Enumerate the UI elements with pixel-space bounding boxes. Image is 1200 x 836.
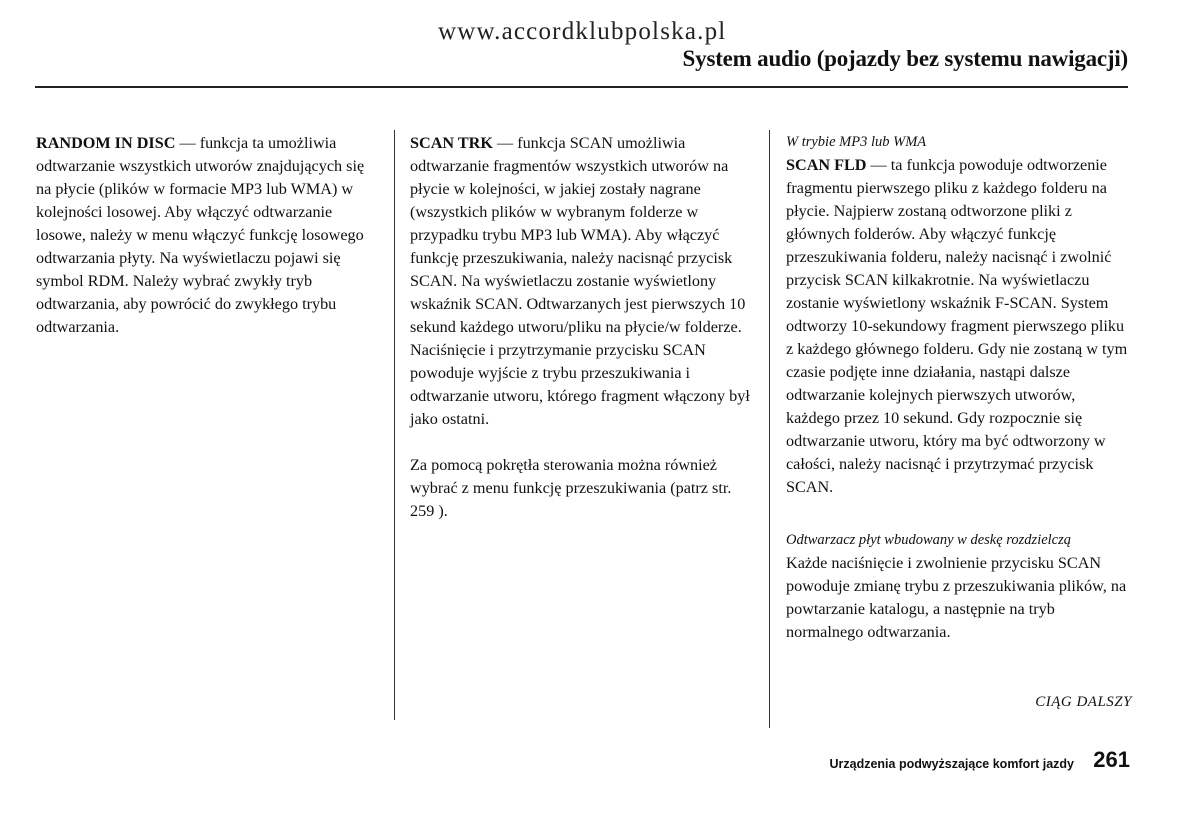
scan-trk-paragraph — [410, 132, 755, 431]
mp3-wma-subheading: W trybie MP3 lub WMA — [786, 134, 927, 150]
dash-player-subheading: Odtwarzacz płyt wbudowany w deskę rozdzielczą — [786, 532, 1072, 548]
dash-player-paragraph: Każde naciśnięcie i zwolnienie przycisku SCAN powoduje zmianę trybu z przeszukiwania plików, na powtarzanie katalogu, a następnie na tryb normalnego odtwarzania. — [786, 554, 1127, 641]
column-scan-trk — [410, 132, 755, 523]
scan-fld-paragraph — [786, 154, 1132, 499]
column-divider-1 — [394, 130, 395, 720]
column-scan-fld — [786, 131, 1132, 644]
column-random-in-disc — [36, 132, 382, 339]
scan-fld-term: SCAN FLD — [786, 156, 867, 174]
footer-chapter: Urządzenia podwyższające komfort jazdy — [829, 757, 1074, 771]
scan-fld-text: — ta funkcja powoduje odtworzenie fragmentu pierwszego pliku z każdego folderu na płycie. Najpierw zostaną odtworzone pliki z głównych folderów. Aby włączyć funkcję przeszukiwania folderu, należy nacisnąć i zwolnić przycisk SCAN kilkakrotnie. Na wyświetlaczu zostanie wyświetlony wskaźnik F-SCAN. System odtworzy 10-sekundowy fragment pierwszego pliku z każdego głównego folderu. Gdy nie zostaną w tym czasie podjęte inne działania, nastąpi dalsze odtwarzanie kolejnych pierwszych utworów, każdego przez 10 sekund. Gdy rozpocznie się odtwarzanie utworu, który ma być odtworzony w całości, należy nacisnąć i przytrzymać przycisk SCAN. — [786, 156, 1128, 496]
continued-label: CIĄG DALSZY — [1035, 694, 1132, 710]
header-rule — [35, 86, 1128, 88]
random-in-disc-paragraph — [36, 132, 382, 339]
scan-trk-term: SCAN TRK — [410, 134, 493, 152]
scan-trk-text: — funkcja SCAN umożliwia odtwarzanie fragmentów wszystkich utworów na płycie w kolejności, w jakiej zostały nagrane (wszystkich plików w wybranym folderze w przypadku trybu MP3 lub WMA). Aby włączyć funkcję przeszukiwania, należy nacisnąć przycisk SCAN. Na wyświetlaczu zostanie wyświetlony wskaźnik SCAN. Odtwarzanych jest pierwszych 10 sekund każdego utworu/pliku na płycie/w folderze. Naciśnięcie i przytrzymanie przycisku SCAN powoduje wyjście z trybu przeszukiwania i odtwarzanie utworu, którego fragment włączony był jako ostatni. — [410, 134, 750, 428]
site-url: www.accordklubpolska.pl — [438, 18, 727, 45]
knob-search-paragraph: Za pomocą pokrętła sterowania można również wybrać z menu funkcję przeszukiwania (patrz str. 259 ). — [410, 456, 732, 520]
random-in-disc-text: — funkcja ta umożliwia odtwarzanie wszystkich utworów znajdujących się na płycie (plików w formacie MP3 lub WMA) w kolejności losowej. Aby włączyć odtwarzanie losowe, należy w menu włączyć funkcję losowego odtwarzania płyty. Na wyświetlaczu pojawi się symbol RDM. Należy wybrać zwykły tryb odtwarzania, aby powrócić do zwykłego trybu odtwarzania. — [36, 134, 365, 336]
column-divider-2 — [769, 130, 770, 728]
section-title: System audio (pojazdy bez systemu nawigacji) — [682, 46, 1128, 71]
page-number: 261 — [1093, 747, 1130, 772]
random-in-disc-term: RANDOM IN DISC — [36, 134, 176, 152]
